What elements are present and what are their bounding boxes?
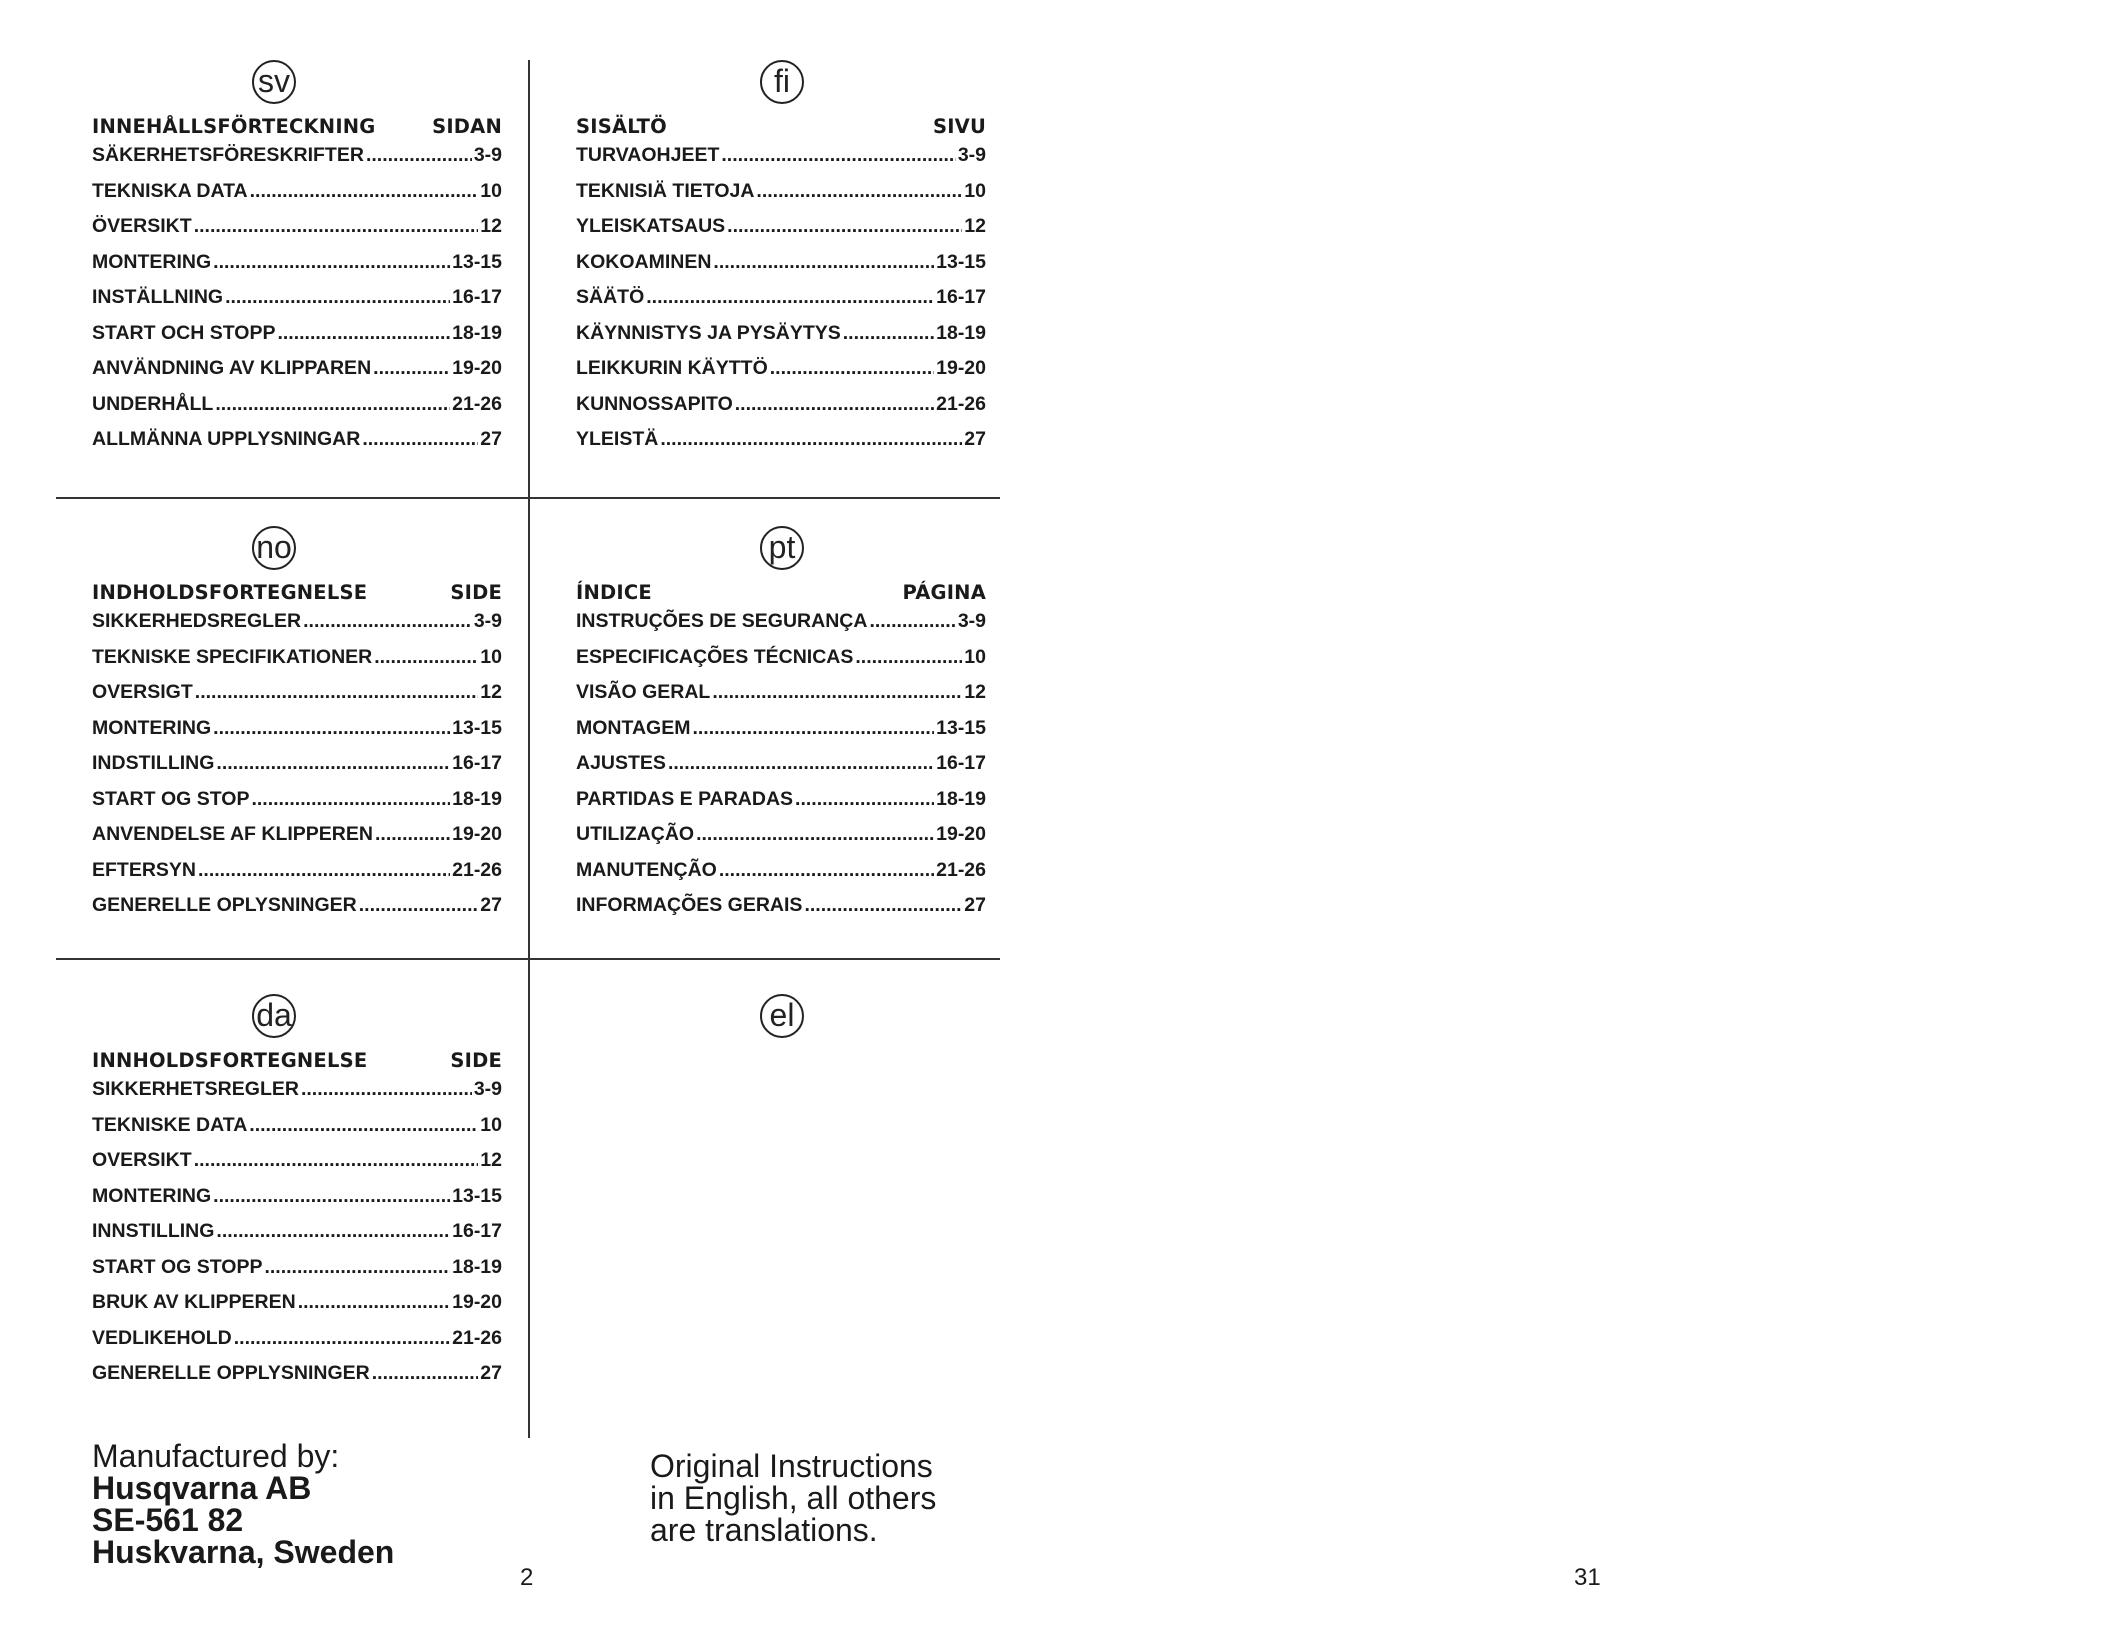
toc-entry xyxy=(576,788,986,824)
toc-entry-pages: 13-15 xyxy=(452,250,502,273)
toc-list xyxy=(576,610,986,930)
toc-entry xyxy=(92,717,502,753)
toc-entry xyxy=(576,752,986,788)
toc-entry-title: SÄKERHETSFÖRESKRIFTER xyxy=(92,144,364,166)
language-badge-fi: fi xyxy=(760,60,804,104)
toc-entry xyxy=(92,286,502,322)
toc-list xyxy=(92,610,502,930)
toc-entry xyxy=(92,180,502,216)
toc-entry-pages: 3-9 xyxy=(957,144,986,166)
toc-page-label: SIDE xyxy=(450,1049,502,1072)
dot-leader xyxy=(756,180,962,203)
toc-entry-pages: 13-15 xyxy=(936,250,986,273)
dot-leader xyxy=(727,215,962,238)
toc-entry-pages: 21-26 xyxy=(452,858,502,881)
toc-entry xyxy=(576,681,986,717)
toc-entry-title: START OCH STOPP xyxy=(92,321,276,344)
language-badge-no: no xyxy=(252,526,296,570)
toc-entry-pages: 10 xyxy=(480,645,502,668)
toc-entry-title: BRUK AV KLIPPEREN xyxy=(92,1291,296,1313)
dot-leader xyxy=(804,894,962,917)
dot-leader xyxy=(696,823,934,846)
dot-leader xyxy=(264,1256,450,1279)
toc-entry-title: TEKNISKA DATA xyxy=(92,179,248,202)
toc-entry xyxy=(92,215,502,251)
toc-entry-title: MONTERING xyxy=(92,1184,212,1207)
toc-entry-pages: 27 xyxy=(480,1362,502,1384)
toc-entry-pages: 19-20 xyxy=(452,357,502,379)
row-divider-2 xyxy=(56,958,1000,960)
toc-entry-title: SÄÄTÖ xyxy=(576,286,645,308)
toc-entry-title: ESPECIFICAÇÕES TÉCNICAS xyxy=(576,645,854,668)
toc-entry xyxy=(92,681,502,717)
toc-entry-title: TEKNISKE DATA xyxy=(92,1113,248,1136)
language-badge-el: el xyxy=(760,994,804,1038)
toc-entry-title: TEKNISKE SPECIFIKATIONER xyxy=(92,645,373,668)
toc-entry-title: LEIKKURIN KÄYTTÖ xyxy=(576,357,768,379)
toc-entry-title: START OG STOP xyxy=(92,787,250,810)
toc-entry-pages: 19-20 xyxy=(936,357,986,379)
toc-entry-title: KÄYNNISTYS JA PYSÄYTYS xyxy=(576,321,841,344)
toc-entry-pages: 12 xyxy=(964,215,986,237)
toc-entry-title: YLEISKATSAUS xyxy=(576,215,726,237)
toc-entry-pages: 12 xyxy=(480,215,502,237)
toc-entry xyxy=(92,752,502,788)
dot-leader xyxy=(213,1185,450,1208)
dot-leader xyxy=(795,788,934,811)
toc-entry-title: OVERSIGT xyxy=(92,681,193,703)
toc-entry-pages: 19-20 xyxy=(936,823,986,845)
column-divider xyxy=(528,60,530,1438)
dot-leader xyxy=(194,1149,479,1172)
toc-heading xyxy=(92,576,502,604)
toc-entry-title: TEKNISIÄ TIETOJA xyxy=(576,179,755,202)
toc-page-label: SIVU xyxy=(932,115,986,138)
toc-entry-pages: 21-26 xyxy=(936,858,986,881)
toc-title: ÍNDICE xyxy=(576,581,652,604)
dot-leader xyxy=(719,859,934,882)
toc-page-label: PÁGINA xyxy=(902,581,986,604)
toc-entry-pages: 3-9 xyxy=(473,1078,502,1100)
dot-leader xyxy=(692,717,934,740)
toc-entry xyxy=(576,859,986,895)
toc-entry-pages: 10 xyxy=(480,1113,502,1136)
toc-entry-pages: 16-17 xyxy=(452,286,502,308)
toc-entry-title: AJUSTES xyxy=(576,752,666,774)
toc-entry xyxy=(92,646,502,682)
toc-entry xyxy=(576,180,986,216)
toc-entry xyxy=(576,894,986,930)
toc-entry xyxy=(92,1149,502,1185)
dot-leader xyxy=(660,428,962,451)
dot-leader xyxy=(362,428,478,451)
toc-entry-title: PARTIDAS E PARADAS xyxy=(576,787,794,810)
toc-entry-pages: 16-17 xyxy=(452,1220,502,1242)
toc-entry-title: EFTERSYN xyxy=(92,858,197,881)
toc-title: INNHOLDSFORTEGNELSE xyxy=(92,1049,368,1072)
toc-entry xyxy=(92,393,502,429)
toc-entry-title: UNDERHÅLL xyxy=(92,392,214,415)
toc-entry xyxy=(92,1185,502,1221)
toc-entry-title: MONTAGEM xyxy=(576,716,691,739)
toc-entry-pages: 21-26 xyxy=(936,392,986,415)
toc-entry-title: SIKKERHEDSREGLER xyxy=(92,610,302,632)
toc-entry-pages: 18-19 xyxy=(452,321,502,344)
row-divider-1 xyxy=(56,497,1000,499)
toc-page-label: SIDE xyxy=(450,581,502,604)
toc-entry-pages: 27 xyxy=(964,894,986,916)
toc-entry-pages: 3-9 xyxy=(473,144,502,166)
dot-leader xyxy=(251,788,450,811)
toc-entry xyxy=(576,646,986,682)
dot-leader xyxy=(712,681,962,704)
toc-list xyxy=(92,144,502,464)
toc-entry-pages: 16-17 xyxy=(936,752,986,774)
toc-entry xyxy=(92,428,502,464)
toc-entry-pages: 13-15 xyxy=(936,716,986,739)
toc-entry-title: KOKOAMINEN xyxy=(576,250,712,273)
dot-leader xyxy=(250,180,479,203)
toc-entry-pages: 27 xyxy=(964,428,986,450)
toc-heading xyxy=(92,1044,502,1072)
toc-entry xyxy=(92,1114,502,1150)
toc-entry-pages: 19-20 xyxy=(452,1291,502,1313)
toc-entry-title: UTILIZAÇÃO xyxy=(576,823,695,845)
dot-leader xyxy=(225,286,450,309)
toc-entry-pages: 16-17 xyxy=(452,752,502,774)
dot-leader xyxy=(216,1220,450,1243)
toc-entry xyxy=(92,144,502,180)
dot-leader xyxy=(234,1327,450,1350)
toc-entry xyxy=(92,894,502,930)
toc-entry-title: INFORMAÇÕES GERAIS xyxy=(576,894,803,916)
dot-leader xyxy=(869,610,955,633)
language-badge-da: da xyxy=(252,994,296,1038)
toc-entry-pages: 3-9 xyxy=(473,610,502,632)
toc-entry-pages: 21-26 xyxy=(452,1326,502,1349)
manufacturer-postcode: SE-561 82 xyxy=(92,1502,244,1538)
toc-entry-pages: 12 xyxy=(480,681,502,703)
dot-leader xyxy=(359,894,479,917)
dot-leader xyxy=(855,646,962,669)
note-line-3: are translations. xyxy=(650,1512,878,1548)
toc-entry xyxy=(576,610,986,646)
manufacturer-block xyxy=(92,1440,512,1568)
toc-entry xyxy=(92,1256,502,1292)
toc-entry-pages: 13-15 xyxy=(452,1184,502,1207)
toc-entry xyxy=(576,215,986,251)
toc-entry xyxy=(92,859,502,895)
toc-entry xyxy=(576,286,986,322)
toc-entry xyxy=(92,357,502,393)
dot-leader xyxy=(721,144,955,167)
page-number-right: 31 xyxy=(1574,1564,1601,1591)
toc-heading xyxy=(576,110,986,138)
page-number-left: 2 xyxy=(520,1564,534,1591)
toc-entry xyxy=(92,1291,502,1327)
toc-entry-pages: 18-19 xyxy=(452,1255,502,1278)
toc-entry xyxy=(92,1220,502,1256)
toc-entry xyxy=(92,610,502,646)
dot-leader xyxy=(770,357,934,380)
toc-entry-pages: 27 xyxy=(480,894,502,916)
toc-entry xyxy=(92,1078,502,1114)
dot-leader xyxy=(277,322,450,345)
dot-leader xyxy=(713,251,934,274)
toc-entry-pages: 12 xyxy=(964,681,986,703)
dot-leader xyxy=(375,823,450,846)
note-line-2: in English, all others xyxy=(650,1480,937,1516)
original-instructions-note xyxy=(650,1450,1010,1546)
toc-entry-pages: 12 xyxy=(480,1149,502,1171)
toc-entry-pages: 3-9 xyxy=(957,610,986,632)
toc-entry xyxy=(92,251,502,287)
dot-leader xyxy=(198,859,450,882)
toc-entry-title: ÖVERSIKT xyxy=(92,215,192,237)
dot-leader xyxy=(249,1114,478,1137)
dot-leader xyxy=(216,752,450,775)
toc-entry-title: MONTERING xyxy=(92,250,212,273)
toc-entry xyxy=(576,717,986,753)
toc-entry-title: VISÃO GERAL xyxy=(576,681,711,703)
toc-title: INNEHÅLLSFÖRTECKNING xyxy=(92,115,376,138)
toc-title: INDHOLDSFORTEGNELSE xyxy=(92,581,368,604)
dot-leader xyxy=(668,752,934,775)
dot-leader xyxy=(735,393,934,416)
note-line-1: Original Instructions xyxy=(650,1448,933,1484)
toc-entry-title: INDSTILLING xyxy=(92,752,215,774)
toc-list xyxy=(576,144,986,464)
toc-entry-title: START OG STOPP xyxy=(92,1255,263,1278)
dot-leader xyxy=(298,1291,450,1314)
toc-entry-pages: 18-19 xyxy=(452,787,502,810)
toc-entry xyxy=(92,788,502,824)
dot-leader xyxy=(843,322,934,345)
toc-entry xyxy=(576,322,986,358)
language-badge-pt: pt xyxy=(760,526,804,570)
dot-leader xyxy=(646,286,934,309)
toc-entry-pages: 18-19 xyxy=(936,321,986,344)
dot-leader xyxy=(373,357,450,380)
toc-entry xyxy=(92,823,502,859)
toc-page-label: SIDAN xyxy=(432,115,502,138)
dot-leader xyxy=(374,646,478,669)
toc-entry-title: YLEISTÄ xyxy=(576,428,659,450)
toc-entry-title: ALLMÄNNA UPPLYSNINGAR xyxy=(92,428,361,450)
toc-entry-pages: 21-26 xyxy=(452,392,502,415)
dot-leader xyxy=(303,610,472,633)
toc-entry-pages: 13-15 xyxy=(452,716,502,739)
dot-leader xyxy=(213,251,450,274)
manufacturer-company: Husqvarna AB xyxy=(92,1470,312,1506)
toc-entry-pages: 16-17 xyxy=(936,286,986,308)
toc-entry-title: VEDLIKEHOLD xyxy=(92,1326,232,1349)
dot-leader xyxy=(372,1362,479,1385)
toc-title: SISÄLTÖ xyxy=(576,115,667,138)
toc-entry xyxy=(92,1362,502,1398)
toc-entry-pages: 10 xyxy=(964,179,986,202)
toc-entry-title: INNSTILLING xyxy=(92,1220,215,1242)
toc-entry xyxy=(576,393,986,429)
toc-entry xyxy=(576,251,986,287)
toc-entry-title: GENERELLE OPPLYSNINGER xyxy=(92,1362,370,1384)
dot-leader xyxy=(213,717,450,740)
dot-leader xyxy=(301,1078,472,1101)
toc-entry-title: OVERSIKT xyxy=(92,1149,192,1171)
dot-leader xyxy=(215,393,450,416)
dot-leader xyxy=(366,144,472,167)
toc-entry-title: KUNNOSSAPITO xyxy=(576,392,733,415)
toc-entry-pages: 18-19 xyxy=(936,787,986,810)
dot-leader xyxy=(194,215,479,238)
toc-entry-title: ANVÄNDNING AV KLIPPAREN xyxy=(92,357,372,379)
toc-entry-pages: 27 xyxy=(480,428,502,450)
toc-entry xyxy=(576,823,986,859)
toc-entry-title: ANVENDELSE AF KLIPPEREN xyxy=(92,823,373,845)
toc-entry-title: GENERELLE OPLYSNINGER xyxy=(92,894,357,916)
toc-entry xyxy=(576,428,986,464)
language-badge-sv: sv xyxy=(252,60,296,104)
toc-entry-title: TURVAOHJEET xyxy=(576,144,720,166)
toc-entry-title: INSTÄLLNING xyxy=(92,286,224,308)
toc-entry-pages: 10 xyxy=(964,645,986,668)
toc-entry-pages: 19-20 xyxy=(452,823,502,845)
toc-entry xyxy=(92,1327,502,1363)
toc-entry xyxy=(576,357,986,393)
toc-heading xyxy=(576,576,986,604)
toc-entry xyxy=(92,322,502,358)
manufacturer-city: Huskvarna, Sweden xyxy=(92,1534,395,1570)
toc-list xyxy=(92,1078,502,1398)
toc-entry xyxy=(576,144,986,180)
toc-entry-title: MANUTENÇÃO xyxy=(576,858,717,881)
manufacturer-label: Manufactured by: xyxy=(92,1438,340,1474)
toc-entry-title: SIKKERHETSREGLER xyxy=(92,1078,299,1100)
toc-entry-title: INSTRUÇÕES DE SEGURANÇA xyxy=(576,610,868,632)
toc-entry-title: MONTERING xyxy=(92,716,212,739)
dot-leader xyxy=(195,681,479,704)
toc-entry-pages: 10 xyxy=(480,179,502,202)
toc-heading xyxy=(92,110,502,138)
